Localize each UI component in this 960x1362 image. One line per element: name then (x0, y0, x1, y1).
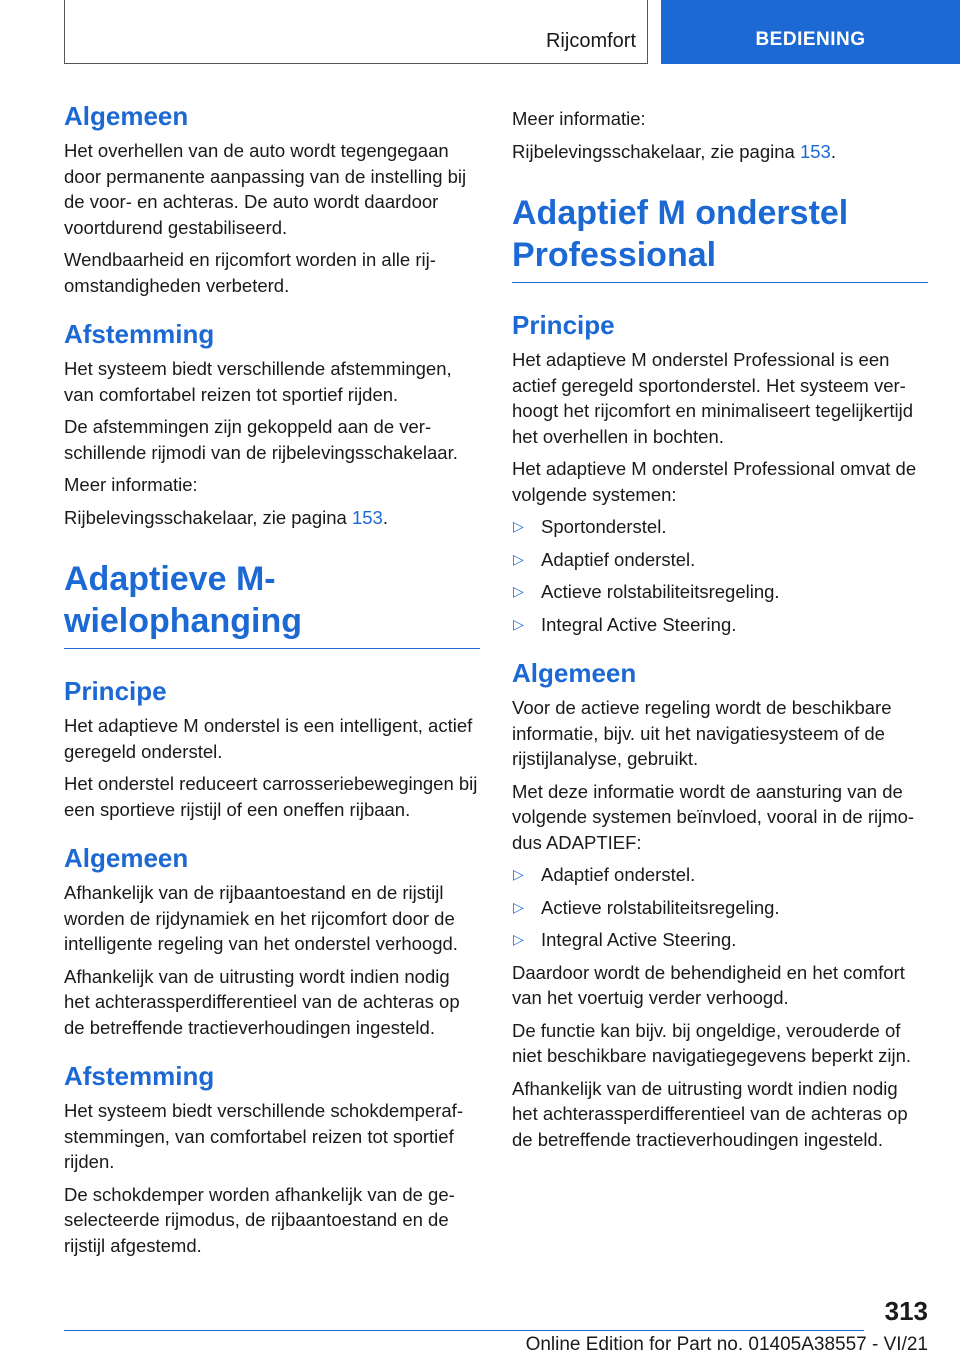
page-reference: Rijbelevingsschakelaar, zie pagina 153. (64, 506, 388, 528)
paragraph: Afhankelijk van de rijbaantoestand en de rijstijl worden de rijdynamiek en het rijcomfort door de intelligente regeling van het onderstel verhoogd. (64, 882, 458, 954)
heading-principe: Principe (512, 310, 615, 340)
footer-divider (64, 1330, 864, 1331)
reference-text: Rijbelevingsschakelaar, zie pagina (512, 140, 800, 162)
list-item-text: Actieve rolstabiliteitsregeling. (541, 581, 780, 602)
triangle-bullet-icon: ▷ (513, 615, 524, 632)
chapter-label: BEDIENING (755, 29, 866, 50)
heading-algemeen: Algemeen (64, 101, 189, 131)
list-item (512, 927, 928, 953)
paragraph: Het systeem biedt verschillende schokdemperafstemmingen, van comfortabel reizen tot sportief rijden. (64, 1100, 463, 1172)
page-link[interactable]: 153 (799, 140, 831, 162)
paragraph: Het overhellen van de auto wordt tegengegaan door permanente aanpassing van de instelling bij de voor- en achteras. De auto wordt daardoor voortdurend gestabiliseerd. (64, 140, 467, 238)
paragraph: Het onderstel reduceert carrosseriebewegingen bij een sportieve rijstijl of een oneffen rijbaan. (64, 773, 478, 820)
section-title: Adaptief M onderstel Professional (512, 192, 928, 283)
heading-afstemming: Afstemming (64, 1061, 215, 1091)
paragraph: Meer informatie: (512, 108, 646, 129)
page-number: 313 (884, 1296, 928, 1326)
page-link[interactable]: 153 (351, 506, 383, 528)
paragraph: De functie kan bijv. bij ongeldige, verouderde of niet beschikbare navigatiegegevens beperkt zijn. (512, 1019, 912, 1066)
paragraph: Het adaptieve M onderstel Professional omvat de volgende systemen: (512, 458, 917, 505)
paragraph: Daardoor wordt de behendigheid en het comfort van het voertuig verder verhoogd. (512, 961, 905, 1008)
list-item (512, 895, 928, 921)
reference-text: Rijbelevingsschakelaar, zie pagina (64, 506, 352, 528)
triangle-bullet-icon: ▷ (513, 898, 524, 915)
list-item (512, 579, 928, 605)
list-item-text: Sportonderstel. (541, 516, 667, 537)
paragraph: Het adaptieve M onderstel is een intelligent, actief geregeld onderstel. (64, 715, 473, 762)
paragraph: Het adaptieve M onderstel Professional is een actief geregeld sportonderstel. Het systeem verhoogt het rijcomfort en minimaliseert tegelijkertijd het overhellen in bochten. (512, 349, 914, 447)
influenced-systems-list (512, 862, 928, 953)
list-item (512, 612, 928, 638)
paragraph: Wendbaarheid en rijcomfort worden in alle rijomstandigheden verbeterd. (64, 249, 436, 296)
header-chapter-tab (661, 0, 960, 64)
paragraph: Afhankelijk van de uitrusting wordt indien nodig het achterassperdifferentieel van de achteras op de betreffende tractieverhoudingen ingesteld. (64, 965, 460, 1038)
heading-afstemming: Afstemming (64, 319, 215, 349)
systems-list (512, 514, 928, 637)
list-item-text: Actieve rolstabiliteitsregeling. (541, 896, 780, 918)
triangle-bullet-icon: ▷ (513, 583, 524, 599)
paragraph: Met deze informatie wordt de aansturing van de volgende systemen beïnvloed, vooral in de rijmodus ADAPTIEF: (512, 780, 915, 853)
paragraph: Voor de actieve regeling wordt de beschikbare informatie, bijv. uit het navigatiesysteem of de rijstijlanalyse, gebruikt. (512, 697, 892, 769)
list-item-text: Adaptief onderstel. (541, 864, 696, 885)
left-column (64, 100, 480, 1265)
page-reference: Rijbelevingsschakelaar, zie pagina 153. (512, 140, 836, 162)
list-item-text: Integral Active Steering. (541, 929, 737, 950)
header-section-title: Rijcomfort (545, 30, 636, 52)
section-title: Adaptieve M-wielophanging (64, 558, 480, 649)
list-item (512, 514, 928, 540)
paragraph: De schokdemper worden afhankelijk van de geselecteerde rijmodus, de rijbaantoestand en de rijstijl afgestemd. (64, 1183, 455, 1256)
list-item-text: Adaptief onderstel. (541, 548, 696, 570)
paragraph: Afhankelijk van de uitrusting wordt indien nodig het achterassperdifferentieel van de achteras op de betreffende tractieverhoudingen ingesteld. (512, 1077, 908, 1150)
list-item-text: Integral Active Steering. (541, 613, 737, 635)
paragraph: Meer informatie: (64, 474, 198, 495)
paragraph: De afstemmingen zijn gekoppeld aan de verschillende rijmodi van de rijbelevingsschakelaar. (64, 416, 458, 463)
heading-principe: Principe (64, 676, 167, 706)
triangle-bullet-icon: ▷ (513, 518, 524, 534)
footer-edition: Online Edition for Part no. 01405A38557 - VI/21 (525, 1334, 928, 1355)
paragraph: Het systeem biedt verschillende afstemmingen, van comfortabel reizen tot sportief rijden. (64, 358, 452, 405)
triangle-bullet-icon: ▷ (513, 931, 524, 947)
list-item (512, 547, 928, 573)
heading-algemeen: Algemeen (64, 843, 189, 873)
right-column (512, 106, 928, 1159)
triangle-bullet-icon: ▷ (513, 866, 524, 882)
heading-algemeen: Algemeen (512, 658, 637, 688)
list-item (512, 862, 928, 888)
triangle-bullet-icon: ▷ (513, 550, 524, 567)
